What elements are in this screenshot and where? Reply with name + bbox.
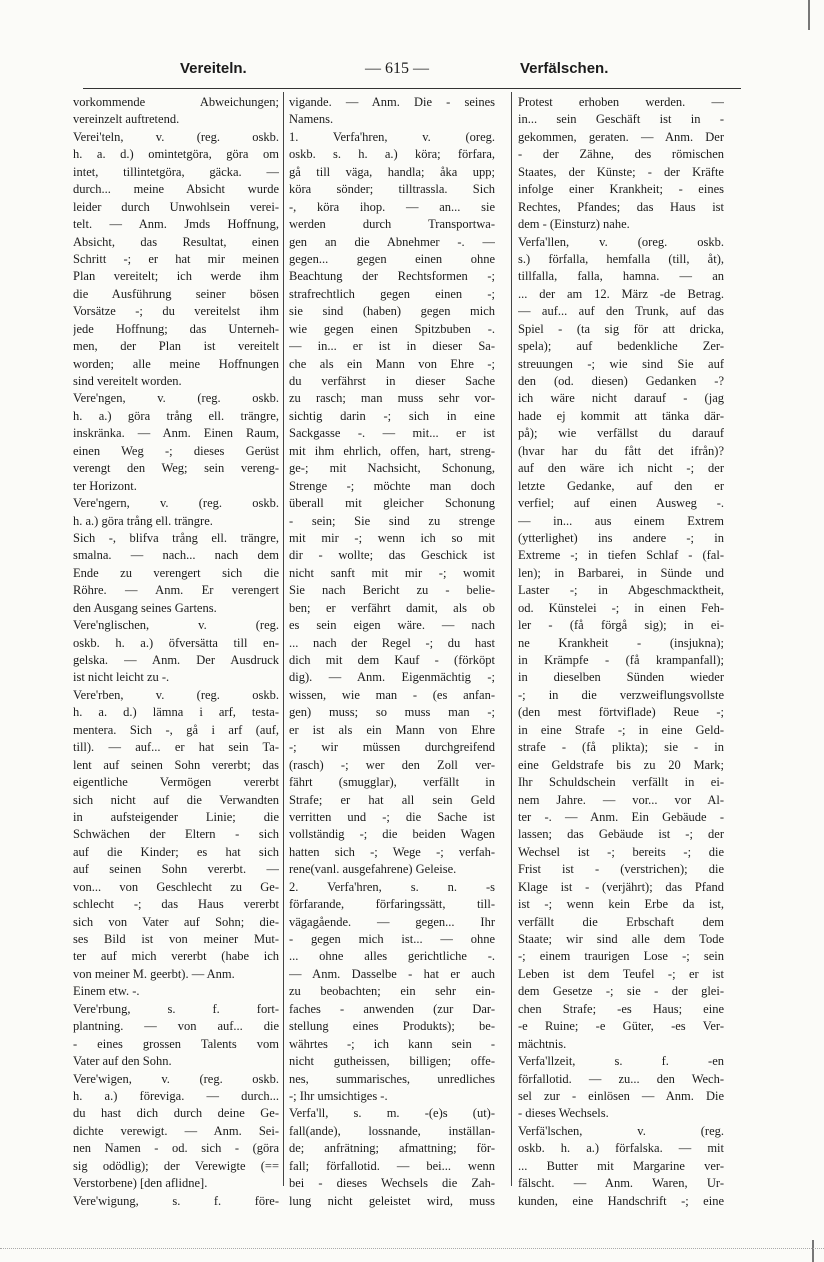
text-line: ge-; mit Nachsicht, Schonung, <box>289 461 495 476</box>
text-line: hade ej kommit att tänka där- <box>518 408 724 423</box>
text-line: od. Künstelei -; in einen Feh- <box>518 600 724 615</box>
text-line: lent auf seinen Sohn vererbt; das <box>73 757 279 772</box>
text-line: strafe - (få plikta); sie - in <box>518 740 724 755</box>
text-line: nen Namen - od. sich - (göra <box>73 1141 279 1156</box>
text-line: förfallotid. — zu... den Wech- <box>518 1071 724 1086</box>
text-line: du verfährst in dieser Sache <box>289 374 495 388</box>
text-line: Schwächen der Eltern - sich <box>73 827 279 842</box>
page-header <box>110 60 770 82</box>
text-line: mächtnis. <box>518 1036 567 1051</box>
text-line: Vorsätze -; du vereitelst ihm <box>73 304 279 319</box>
text-line: på); wie verfällst du darauf <box>518 426 724 441</box>
text-line: fährt (smugglar), verfällt in <box>289 775 495 790</box>
text-line: auf den wäre ich nicht -; der <box>518 461 724 476</box>
text-line: leider durch Unwohlsein verei- <box>73 199 279 214</box>
text-line: Strafe; er hat all sein Geld <box>289 792 495 807</box>
text-line: werden durch Transportwa- <box>289 217 495 232</box>
text-line: Verstorbene) [den aflidne]. <box>73 1176 208 1191</box>
text-line: Einem etw. -. <box>73 984 140 999</box>
text-line: Verfa'llzeit, s. f. -en <box>518 1054 724 1069</box>
text-line: es sein eigen wäre. — nach <box>289 618 495 633</box>
text-line: Plan vereitelt; ich werde ihm <box>73 269 279 284</box>
text-line: Strenge -; möchte man doch <box>289 478 495 493</box>
text-line: verfällt die Erbschaft dem <box>518 914 724 929</box>
text-line: Verfa'll, s. m. -(e)s (ut)- <box>289 1106 495 1121</box>
text-line: inskränka. — Anm. Einen Raum, <box>73 426 279 441</box>
text-line: rene(vanl. ausgefahrene) Geleise. <box>289 862 457 877</box>
text-line: Vere'rbung, s. f. fort- <box>73 1001 279 1016</box>
text-line: sich nicht auf die Verwandten <box>73 792 279 807</box>
text-line: Sich -, blifva trång ell. trängre, <box>73 530 279 545</box>
text-line: - gegen mich ist... — ohne <box>289 932 495 946</box>
text-line: den Ausgang seines Gartens. <box>73 600 217 615</box>
text-line: köra sönder; tilltrassla. Sich <box>289 182 495 197</box>
text-line: worden; alle meine Hoffnungen <box>73 356 279 371</box>
text-line: nicht sanft mit mir -; womit <box>289 565 495 580</box>
text-line: ... der am 12. März -de Betrag. <box>518 286 724 301</box>
header-rule <box>83 88 741 89</box>
text-line: dem Gesetze -; sie - der glei- <box>518 984 724 999</box>
text-line: Namens. <box>289 112 334 127</box>
text-line: Ende zu verengert sich die <box>73 565 279 580</box>
text-line: ... Butter mit Margarine ver- <box>518 1158 724 1173</box>
text-line: vigande. — Anm. Die - seines <box>289 95 495 109</box>
text-line: oskb. s. h. a.) köra; förfara, <box>289 147 495 162</box>
text-line: währtes -; ich kann sein - <box>289 1036 495 1051</box>
scan-bottom-line <box>0 1248 824 1250</box>
text-line: che als ein Mann von Ehre -; <box>289 356 495 371</box>
text-line: oskb. h. a.) förfalska. — mit <box>518 1141 724 1156</box>
text-line: vägagående. — gegen... Ihr <box>289 914 495 929</box>
text-line: förfarande, förfaringssätt, till- <box>289 897 495 912</box>
text-line: verengt den Weg; sein vereng- <box>73 461 279 476</box>
text-line: jede Hoffnung; das Unterneh- <box>73 321 279 336</box>
text-line: -, köra ihop. — an... sie <box>289 199 495 214</box>
text-line: kunden, eine Handschrift -; eine <box>518 1193 724 1208</box>
text-line: h. a. d.) lämna i arf, testa- <box>73 705 279 720</box>
text-line: sel zur - einlösen — Anm. Die <box>518 1088 724 1103</box>
text-line: auf seinen Sohn vererbt. — <box>73 862 279 877</box>
text-line: -; in die verzweiflungsvollste <box>518 687 724 702</box>
text-line: -; wir müssen durchgreifend <box>289 740 495 755</box>
text-line: ne Krankheit - (insjukna); <box>518 635 724 650</box>
text-line: dich mit dem Kauf - (förköpt <box>289 653 495 667</box>
text-line: verfiel; auf einen Ausweg -. <box>518 496 724 511</box>
text-line: -; Ihr umsichtiges -. <box>289 1088 388 1103</box>
text-line: gekommen, geraten. — Anm. Der <box>518 129 724 144</box>
text-line: ter auf mich vererbt (habe ich <box>73 949 279 964</box>
text-line: intet, tillintetgöra, gäcka. — <box>73 164 279 179</box>
text-line: 2. Verfa'hren, s. n. -s <box>289 879 495 894</box>
text-line: Frist ist - (verstrichen); die <box>518 862 724 877</box>
text-line: h. a.) göra trång ell. trängre, <box>73 408 279 423</box>
text-line: — auf... auf den Trunk, auf das <box>518 304 724 319</box>
text-line: gegen... gegen einen ohne <box>289 251 495 266</box>
text-line: - dieses Wechsels. <box>518 1106 609 1121</box>
text-line: Vere'rben, v. (reg. oskb. <box>73 687 279 702</box>
text-line: - sein; Sie sind zu strenge <box>289 513 495 528</box>
text-line: wissen, wie man - (es anfan- <box>289 687 495 702</box>
text-line: eigentliche Vermögen vererbt <box>73 775 279 790</box>
text-line: Beachtung der Rechtsformen -; <box>289 269 495 284</box>
text-line: er ist als ein Mann von Ehre <box>289 722 495 737</box>
text-line: ... ohne alles gerichtliche -. <box>289 949 495 964</box>
header-left-word: Vereiteln. <box>180 60 247 77</box>
text-line: lung nicht geleistet wird, muss <box>289 1193 495 1208</box>
text-line: strafrechtlich gegen einen -; <box>289 286 495 301</box>
text-line: Wechsel ist -; bereits -; die <box>518 844 724 859</box>
text-line: chen Strafe; -es Haus; eine <box>518 1001 724 1016</box>
text-line: — in... er ist in dieser Sa- <box>289 339 495 354</box>
text-line: in aufsteigender Linie; die <box>73 809 279 824</box>
text-line: Röhre. — Anm. Er verengert <box>73 583 279 598</box>
text-line: smalna. — nach... nach dem <box>73 548 279 563</box>
text-line: Verfä'lschen, v. (reg. <box>518 1123 724 1138</box>
column-divider-2 <box>511 92 512 1186</box>
column-divider-1 <box>283 92 284 1186</box>
text-line: fall(ande), lossnande, inställan- <box>289 1123 495 1138</box>
text-line: zu rasch; man muss sehr vor- <box>289 391 495 406</box>
text-line: überall mit gleicher Schonung <box>289 496 495 511</box>
column-3 <box>518 94 724 1210</box>
text-line: auf die Kinder; es hat sich <box>73 844 279 859</box>
scan-edge-mark-bottom <box>812 1240 814 1262</box>
text-line: h. a. d.) omintetgöra, göra om <box>73 147 279 162</box>
text-line: ter -. — Anm. Ein Gebäude - <box>518 809 724 824</box>
scan-edge-mark <box>808 0 810 30</box>
text-line: stellung eines Produkts); be- <box>289 1019 495 1034</box>
text-line: nicht gutheissen, billigen; offe- <box>289 1054 495 1069</box>
text-line: in eine Strafe -; in eine Geld- <box>518 722 724 737</box>
text-line: gå till väga, handla; åka upp; <box>289 164 495 179</box>
text-line: Sackgasse -. — mit... er ist <box>289 426 495 441</box>
text-line: gen) muss; so muss man -; <box>289 705 495 720</box>
text-line: Staate; wir sind alle dem Tode <box>518 932 724 946</box>
text-line: Verei'teln, v. (reg. oskb. <box>73 129 279 144</box>
text-line: — in... aus einem Extrem <box>518 513 724 528</box>
text-line: nem Jahre. — vor... vor Al- <box>518 792 724 807</box>
text-line: lassen; das Gebäude ist -; der <box>518 827 724 842</box>
text-line: ses Bild ist von meiner Mut- <box>73 932 279 946</box>
text-line: Klage ist - (verjährt); das Pfand <box>518 879 724 894</box>
text-line: Vere'nglischen, v. (reg. <box>73 618 279 633</box>
text-line: zu beobachten; ein sehr ein- <box>289 984 495 999</box>
text-line: Vere'wigen, v. (reg. oskb. <box>73 1071 279 1086</box>
text-line: mentera. Sich -, gå i arf (auf, <box>73 722 279 737</box>
text-line: (rasch) -; wer den Zoll ver- <box>289 757 495 772</box>
text-line: 1. Verfa'hren, v. (oreg. <box>289 129 495 144</box>
text-line: in... sein Geschäft ist in - <box>518 112 724 127</box>
text-line: Staates, der Künste; - der Kräfte <box>518 164 724 179</box>
text-line: Extreme -; in tiefen Schlaf - (fal- <box>518 548 724 563</box>
text-line: h. a.) göra trång ell. trängre. <box>73 513 213 528</box>
text-line: — Anm. Dasselbe - hat er auch <box>289 966 495 981</box>
text-line: ist -; wenn kein Erbe da ist, <box>518 897 724 912</box>
text-line: len); in Barbarei, in Sünde und <box>518 565 724 580</box>
text-line: Vere'ngern, v. (reg. oskb. <box>73 496 279 511</box>
text-line: Verfa'llen, v. (oreg. oskb. <box>518 234 724 249</box>
text-line: - der Zähne, des römischen <box>518 147 724 162</box>
text-line: ist nicht leicht zu -. <box>73 670 170 685</box>
text-line: fall; förfallotid. — bei... wenn <box>289 1158 495 1173</box>
text-line: sie sind (haben) gegen mich <box>289 304 495 319</box>
text-line: Leben ist dem Teufel -; er ist <box>518 966 724 981</box>
text-line: mit mir -; wenn ich so mit <box>289 530 495 545</box>
text-line: infolge einer Krankheit; - eines <box>518 182 724 197</box>
text-line: (hvar har du fått det ifrån)? <box>518 443 724 458</box>
text-line: -e Ruine; -e Güter, -es Ver- <box>518 1019 724 1034</box>
text-line: eine Geldstrafe bis zu 20 Mark; <box>518 757 724 772</box>
text-line: oskb. h. a.) öfversätta till en- <box>73 635 279 650</box>
text-line: dichte verewigt. — Anm. Sei- <box>73 1123 279 1138</box>
text-line: plantning. — von auf... die <box>73 1019 279 1034</box>
text-line: spela); auf bedenkliche Zer- <box>518 339 724 354</box>
text-line: telt. — Anm. Jmds Hoffnung, <box>73 217 279 232</box>
text-line: Sie nach Bericht zu - belie- <box>289 583 495 598</box>
text-line: du hast dich durch deine Ge- <box>73 1106 279 1121</box>
text-line: ter Horizont. <box>73 478 137 493</box>
page-number: — 615 — <box>365 60 429 77</box>
text-line: Vere'wigung, s. f. före- <box>73 1193 279 1208</box>
text-line: gen an die Abnehmer -. — <box>289 234 495 249</box>
text-line: die Ausführung seiner bösen <box>73 286 279 301</box>
text-line: (ytterlighet) ins andere -; in <box>518 530 724 545</box>
text-line: schlecht -; das Haus vererbt <box>73 897 279 912</box>
text-line: dig). — Anm. Eigenmächtig -; <box>289 670 495 685</box>
text-line: Absicht, das Resultat, einen <box>73 234 279 249</box>
text-line: den (od. diesen) Gedanken -? <box>518 374 724 388</box>
text-line: vorkommende Abweichungen; <box>73 95 279 109</box>
text-line: letzte Gedanke, auf den er <box>518 478 724 493</box>
text-line: nes, summarisches, unredliches <box>289 1071 495 1086</box>
text-line: vollständig -; die beiden Wagen <box>289 827 495 842</box>
column-1 <box>73 94 279 1210</box>
text-line: Spiel - (ta sig för att dricka, <box>518 321 724 336</box>
text-line: ... nach der Regel -; du hast <box>289 635 495 650</box>
text-line: sich von Vater auf Sohn; die- <box>73 914 279 929</box>
text-line: Protest erhoben werden. — <box>518 95 724 109</box>
text-line: sichtig darin -; sich in eine <box>289 408 495 423</box>
text-line: h. a.) föreviga. — durch... <box>73 1088 279 1103</box>
text-line: dem - (Einsturz) nahe. <box>518 217 630 232</box>
text-line: in dieselben Sünden wieder <box>518 670 724 685</box>
column-2 <box>289 94 495 1210</box>
text-line: wie gegen einen Spitzbuben -. <box>289 321 495 336</box>
text-line: bei - dieses Wechsels die Zah- <box>289 1176 495 1191</box>
text-line: Ihr Schuldschein verfällt in ei- <box>518 775 724 790</box>
text-line: - eines grossen Talents vom <box>73 1036 279 1051</box>
text-line: s.) förfalla, hemfalla (till, åt), <box>518 251 724 266</box>
text-line: einen Weg -; dieses Gerüst <box>73 443 279 458</box>
text-line: (den mest förtviflade) Reue -; <box>518 705 724 720</box>
text-line: tillfalla, falla, hamna. — an <box>518 269 724 284</box>
text-line: gelska. — Anm. Der Ausdruck <box>73 653 279 667</box>
text-line: fälscht. — Anm. Waren, Ur- <box>518 1176 724 1191</box>
text-line: Vere'ngen, v. (reg. oskb. <box>73 391 279 406</box>
text-line: durch... meine Absicht wurde <box>73 182 279 197</box>
text-line: till). — auf... er hat sein Ta- <box>73 740 279 755</box>
text-line: von meiner M. geerbt). — Anm. <box>73 966 235 981</box>
text-line: hatten sich -; Wege -; verfah- <box>289 844 495 859</box>
text-line: Vater auf den Sohn. <box>73 1054 172 1069</box>
text-line: de; anfrätning; afmattning; för- <box>289 1141 495 1156</box>
text-line: in Krämpfe - (få krampanfall); <box>518 653 724 667</box>
text-line: vereinzelt auftretend. <box>73 112 180 127</box>
text-line: faches - anwenden (zur Dar- <box>289 1001 495 1016</box>
text-line: ich wäre nicht darauf - (jag <box>518 391 724 406</box>
text-line: Schritt -; er hat mir meinen <box>73 251 279 266</box>
text-line: sig odödlig); der Verewigte (== <box>73 1158 279 1173</box>
text-line: streuungen -; wie sind Sie auf <box>518 356 724 371</box>
text-line: Rechtes, Pfandes; das Haus ist <box>518 199 724 214</box>
text-line: dir - wollte; das Geschick ist <box>289 548 495 563</box>
text-line: mit ihm ehrlich, offen, hart, streng- <box>289 443 495 458</box>
text-line: ler - (få förgå sig); in ei- <box>518 618 724 633</box>
text-line: ben; er verfährt damit, als ob <box>289 600 495 615</box>
text-line: Laster -; in Abgeschmacktheit, <box>518 583 724 598</box>
text-line: verritten und -; die Sache ist <box>289 809 495 824</box>
header-right-word: Verfälschen. <box>520 60 609 77</box>
text-line: -; einem traurigen Lose -; sein <box>518 949 724 964</box>
text-line: von... von Geschlecht zu Ge- <box>73 879 279 894</box>
text-line: men, der Plan ist vereitelt <box>73 339 279 354</box>
text-line: sind vereitelt worden. <box>73 374 182 388</box>
